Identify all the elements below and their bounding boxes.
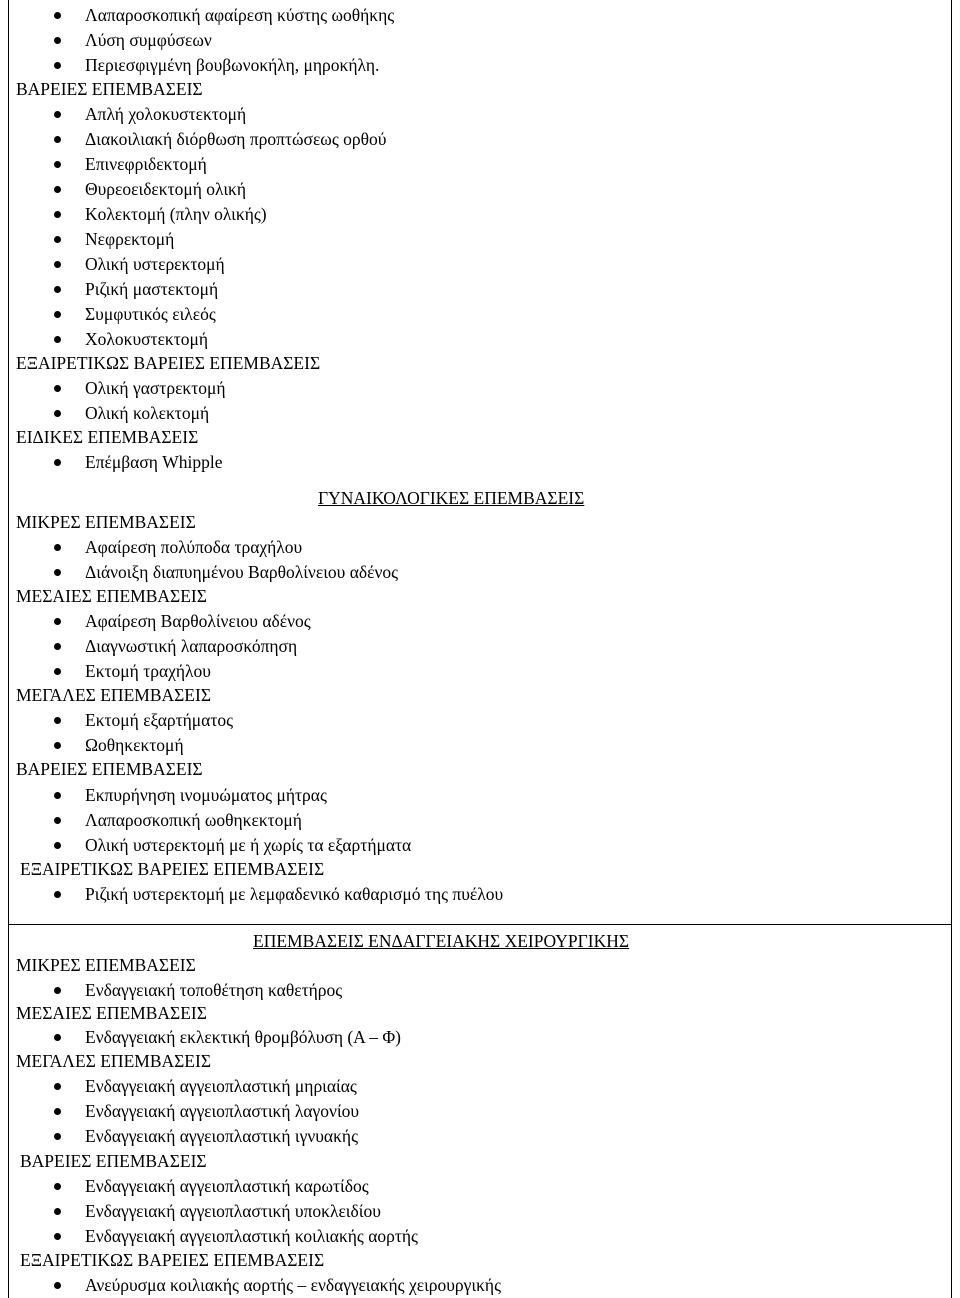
bullet-icon xyxy=(54,987,61,994)
heading-large: ΜΕΓΑΛΕΣ ΕΠΕΜΒΑΣΕΙΣ xyxy=(16,685,212,705)
heading-small: ΜΙΚΡΕΣ ΕΠΕΜΒΑΣΕΙΣ xyxy=(16,955,196,975)
list-item: Θυρεοειδεκτομή ολική xyxy=(85,177,246,201)
list-item: Λύση συμφύσεων xyxy=(85,28,212,52)
list-item: Χολοκυστεκτομή xyxy=(85,327,208,351)
bullet-icon xyxy=(54,111,61,118)
list-item: Ενδαγγειακή αγγειοπλαστική ιγνυακής xyxy=(85,1124,358,1148)
bullet-icon xyxy=(54,136,61,143)
heading-large: ΜΕΓΑΛΕΣ ΕΠΕΜΒΑΣΕΙΣ xyxy=(16,1051,212,1071)
heading-exceptional: ΕΞΑΙΡΕΤΙΚΩΣ ΒΑΡΕΙΕΣ ΕΠΕΜΒΑΣΕΙΣ xyxy=(16,353,321,373)
list-item: Ενδαγγειακή αγγειοπλαστική μηριαίας xyxy=(85,1074,357,1098)
list-item: Νεφρεκτομή xyxy=(85,227,174,251)
heading-heavy: ΒΑΡΕΙΕΣ ΕΠΕΜΒΑΣΕΙΣ xyxy=(16,759,203,779)
list-item: Ενδαγγειακή αγγειοπλαστική λαγονίου xyxy=(85,1099,359,1123)
bullet-icon xyxy=(54,792,61,799)
bullet-icon xyxy=(54,186,61,193)
bullet-icon xyxy=(54,1133,61,1140)
bullet-icon xyxy=(54,286,61,293)
bullet-icon xyxy=(54,1282,61,1289)
heading-exceptional: ΕΞΑΙΡΕΤΙΚΩΣ ΒΑΡΕΙΕΣ ΕΠΕΜΒΑΣΕΙΣ xyxy=(20,859,325,879)
list-item: Ριζική υστερεκτομή με λεμφαδενικό καθαρισμό της πυέλου xyxy=(85,882,503,906)
bullet-icon xyxy=(54,211,61,218)
list-item: Ενδαγγειακή τοποθέτηση καθετήρος xyxy=(85,978,342,1002)
bullet-icon xyxy=(54,37,61,44)
bullet-icon xyxy=(54,236,61,243)
list-item: Ολική γαστρεκτομή xyxy=(85,376,226,400)
list-item: Ενδαγγειακή εκλεκτική θρομβόλυση (Α – Φ) xyxy=(85,1025,401,1049)
list-item: Ωοθηκεκτομή xyxy=(85,733,184,757)
bullet-icon xyxy=(54,410,61,417)
bullet-icon xyxy=(54,817,61,824)
list-item: Απλή χολοκυστεκτομή xyxy=(85,102,246,126)
list-item: Αφαίρεση Βαρθολίνειου αδένος xyxy=(85,609,311,633)
bullet-icon xyxy=(54,311,61,318)
list-item: Συμφυτικός ειλεός xyxy=(85,302,216,326)
bullet-icon xyxy=(54,385,61,392)
bullet-icon xyxy=(54,62,61,69)
list-item: Εκτομή εξαρτήματος xyxy=(85,708,233,732)
list-item: Λαπαροσκοπική αφαίρεση κύστης ωοθήκης xyxy=(85,3,394,27)
bullet-icon xyxy=(54,161,61,168)
list-item: Ανεύρυσμα κοιλιακής αορτής – ενδαγγειακής χειρουργικής xyxy=(85,1273,501,1297)
bullet-icon xyxy=(54,1233,61,1240)
bullet-icon xyxy=(54,1108,61,1115)
bullet-icon xyxy=(54,742,61,749)
section-title-gynecological: ΓΥΝΑΙΚΟΛΟΓΙΚΕΣ ΕΠΕΜΒΑΣΕΙΣ xyxy=(318,488,585,508)
bullet-icon xyxy=(54,459,61,466)
list-item: Ενδαγγειακή αγγειοπλαστική υποκλειδίου xyxy=(85,1199,381,1223)
list-item: Επινεφριδεκτομή xyxy=(85,152,207,176)
heading-heavy: ΒΑΡΕΙΕΣ ΕΠΕΜΒΑΣΕΙΣ xyxy=(16,79,203,99)
heading-heavy: ΒΑΡΕΙΕΣ ΕΠΕΜΒΑΣΕΙΣ xyxy=(20,1151,207,1171)
bullet-icon xyxy=(54,891,61,898)
bullet-icon xyxy=(54,336,61,343)
heading-medium: ΜΕΣΑΙΕΣ ΕΠΕΜΒΑΣΕΙΣ xyxy=(16,586,207,606)
list-item: Διαγνωστική λαπαροσκόπηση xyxy=(85,634,297,658)
bullet-icon xyxy=(54,618,61,625)
list-item: Λαπαροσκοπική ωοθηκεκτομή xyxy=(85,808,302,832)
bullet-icon xyxy=(54,1083,61,1090)
list-item: Διακοιλιακή διόρθωση προπτώσεως ορθού xyxy=(85,127,386,151)
bullet-icon xyxy=(54,717,61,724)
heading-exceptional: ΕΞΑΙΡΕΤΙΚΩΣ ΒΑΡΕΙΕΣ ΕΠΕΜΒΑΣΕΙΣ xyxy=(20,1250,325,1270)
bullet-icon xyxy=(54,1183,61,1190)
list-item: Περιεσφιγμένη βουβωνοκήλη, μηροκήλη. xyxy=(85,53,379,77)
section-title-endovascular: ΕΠΕΜΒΑΣΕΙΣ ΕΝΔΑΓΓΕΙΑΚΗΣ ΧΕΙΡΟΥΡΓΙΚΗΣ xyxy=(253,931,630,951)
bullet-icon xyxy=(54,1034,61,1041)
list-item: Ολική υστερεκτομή με ή χωρίς τα εξαρτήματα xyxy=(85,833,411,857)
list-item: Ολική υστερεκτομή xyxy=(85,252,225,276)
list-item: Εκτομή τραχήλου xyxy=(85,659,211,683)
list-item: Ολική κολεκτομή xyxy=(85,401,209,425)
list-item: Επέμβαση Whipple xyxy=(85,450,223,474)
bullet-icon xyxy=(54,569,61,576)
list-item: Κολεκτομή (πλην ολικής) xyxy=(85,202,267,226)
list-item: Ριζική μαστεκτομή xyxy=(85,277,218,301)
bullet-icon xyxy=(54,1208,61,1215)
bullet-icon xyxy=(54,668,61,675)
bullet-icon xyxy=(54,544,61,551)
bullet-icon xyxy=(54,12,61,19)
heading-small: ΜΙΚΡΕΣ ΕΠΕΜΒΑΣΕΙΣ xyxy=(16,512,196,532)
list-item: Διάνοιξη διαπυημένου Βαρθολίνειου αδένος xyxy=(85,560,398,584)
list-item: Ενδαγγειακή αγγειοπλαστική κοιλιακής αορτής xyxy=(85,1224,418,1248)
bullet-icon xyxy=(54,842,61,849)
heading-medium: ΜΕΣΑΙΕΣ ΕΠΕΜΒΑΣΕΙΣ xyxy=(16,1003,207,1023)
list-item: Ενδαγγειακή αγγειοπλαστική καρωτίδος xyxy=(85,1174,369,1198)
list-item: Αφαίρεση πολύποδα τραχήλου xyxy=(85,535,302,559)
heading-special: ΕΙΔΙΚΕΣ ΕΠΕΜΒΑΣΕΙΣ xyxy=(16,427,199,447)
list-item: Εκπυρήνηση ινομυώματος μήτρας xyxy=(85,783,327,807)
bullet-icon xyxy=(54,643,61,650)
bullet-icon xyxy=(54,261,61,268)
